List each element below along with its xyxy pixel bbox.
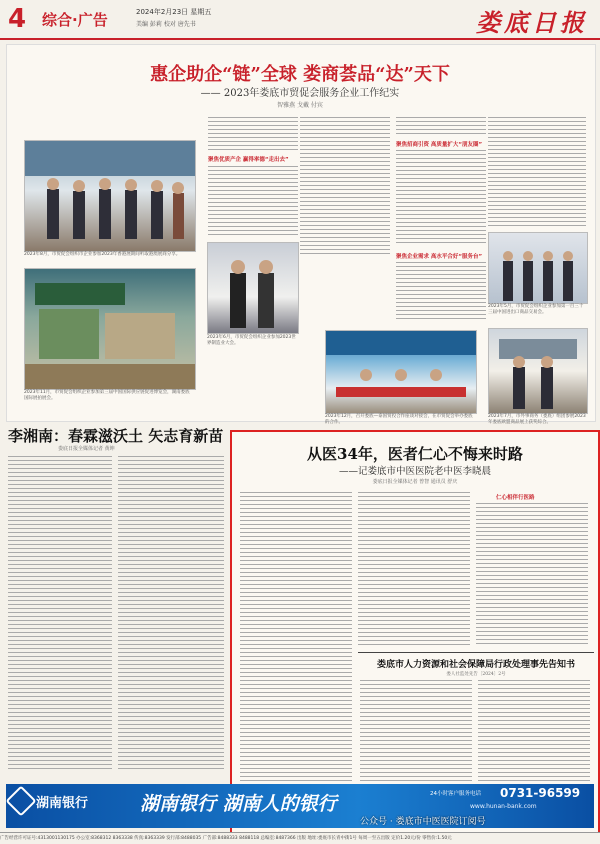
notice-number: 娄人社监处先告〔2024〕2号 <box>446 672 506 677</box>
photo-people-icon <box>25 141 195 251</box>
bank-slogan: 湖南银行 湖南人的银行 <box>140 793 337 815</box>
red-article-body-col3 <box>476 503 588 647</box>
feature-body-text-col2 <box>300 117 390 257</box>
page-footer: 广告经营许可证号:4313001130175 办公室:8368312 8363338 传真:8363339 发行部:8488035 广告部:8488333 8488118 总编室:8487366 出版 地址:娄底市长青中街1号 每周一至五出版 定价1.20元/份 零售价:1.50元 <box>0 832 600 844</box>
photo-caption: 2023年7月，市外事商务（娄底）组团参展2023年娄底欧盟商品展上获奖综合。 <box>488 414 586 425</box>
photo-group-hongkong <box>24 140 196 252</box>
newspaper-masthead: 娄底日报 <box>476 8 588 37</box>
section-title: 综合·广告 <box>42 11 108 29</box>
photo-group-icon <box>489 233 587 303</box>
feature-body-text-col3c <box>396 262 486 322</box>
feature-body-text-col4 <box>488 117 586 229</box>
feature-body-text-col3b <box>396 150 486 246</box>
red-article-body-col2 <box>358 492 470 648</box>
photo-caption: 2023年8月，市贸促会组织市企业参加2023年香港展期间听取港澳展商分享。 <box>24 252 181 257</box>
left-article-body-col1 <box>8 456 112 772</box>
notice-divider <box>358 652 594 653</box>
red-article-subtitle: ——记娄底市中医医院老中医李晓晨 <box>338 466 491 477</box>
photo-expo-hall <box>24 268 196 390</box>
photo-canton-fair <box>488 232 588 304</box>
photo-caption: 2023年12月，召开娄底—泰国贸投合作座谈对接会，在市贸促会举办娄底的合作。 <box>325 414 473 425</box>
page-number: 4 <box>8 4 27 34</box>
red-article-title: 从医34年，医者仁心不悔来时路 <box>307 445 523 463</box>
red-article-byline: 娄底日报全媒体记者 曾智 通讯员 舒庆 <box>372 479 458 485</box>
bank-hotline-label: 24小时客户服务电话 <box>430 791 481 797</box>
issue-date: 2024年2月23日 星期五 <box>136 8 212 16</box>
notice-body-col1 <box>360 680 472 796</box>
photo-caption: 2023年11月，市贸促会组织企业参加第三届中国国际供应链促进博览会，湖南娄底国际展拍展会。 <box>24 390 190 401</box>
photo-eu-expo <box>488 328 588 414</box>
feature-body-text-col1 <box>208 117 298 153</box>
feature-subhead: 聚焦企业需求 高水平合好“服务台” <box>396 254 483 260</box>
photo-signing-ceremony <box>325 330 477 414</box>
photo-caption: 2023年6月，市贸促会组织企业参加2023世界制造业大会。 <box>207 335 296 346</box>
red-article-body-col1 <box>240 492 352 820</box>
bank-name: 湖南银行 <box>36 796 89 811</box>
photo-booth-people-icon <box>489 329 587 413</box>
feature-subhead: 聚焦优质产企 赢得率德“走出去” <box>208 157 289 163</box>
left-article-body-col2 <box>118 456 224 772</box>
photo-table-icon <box>326 331 476 413</box>
photo-booth-icon <box>25 269 195 389</box>
wechat-watermark: 公众号 · 娄底市中医医院订阅号 <box>360 817 486 827</box>
bank-phone: 0731-96599 <box>500 786 581 800</box>
issue-staff: 美编 彭莉 校对 唐先书 <box>136 21 196 28</box>
notice-body-col2 <box>478 680 590 796</box>
notice-title: 娄底市人力资源和社会保障局行政处理事先告知书 <box>376 660 575 670</box>
left-article-title: 李湘南：春霖滋沃土 矢志育新苗 <box>8 427 224 445</box>
feature-body-text-col3 <box>396 117 486 137</box>
feature-subtitle: —— 2023年娄底市贸促会服务企业工作纪实 <box>200 88 400 99</box>
red-article-subhead: 仁心相伴行医路 <box>496 495 535 501</box>
feature-title: 惠企助企“链”全球 娄商荟品“达”天下 <box>150 64 450 85</box>
photo-manufacturing-expo <box>207 242 299 334</box>
left-article-byline: 娄底日报全媒体记者 黄坤 <box>58 446 115 452</box>
feature-subhead: 聚焦招商引资 高质量扩大“朋友圈” <box>396 142 483 148</box>
photo-two-people-icon <box>208 243 298 333</box>
feature-byline: 智雅燕 戈戴 付宾 <box>277 102 323 109</box>
bank-website[interactable]: www.hunan-bank.com <box>470 803 537 810</box>
feature-body-text-col1b <box>208 166 298 238</box>
photo-caption: 2023年5月，市贸促会组织企业参加第一百三十三届中国进出口商品交易会。 <box>488 304 584 315</box>
